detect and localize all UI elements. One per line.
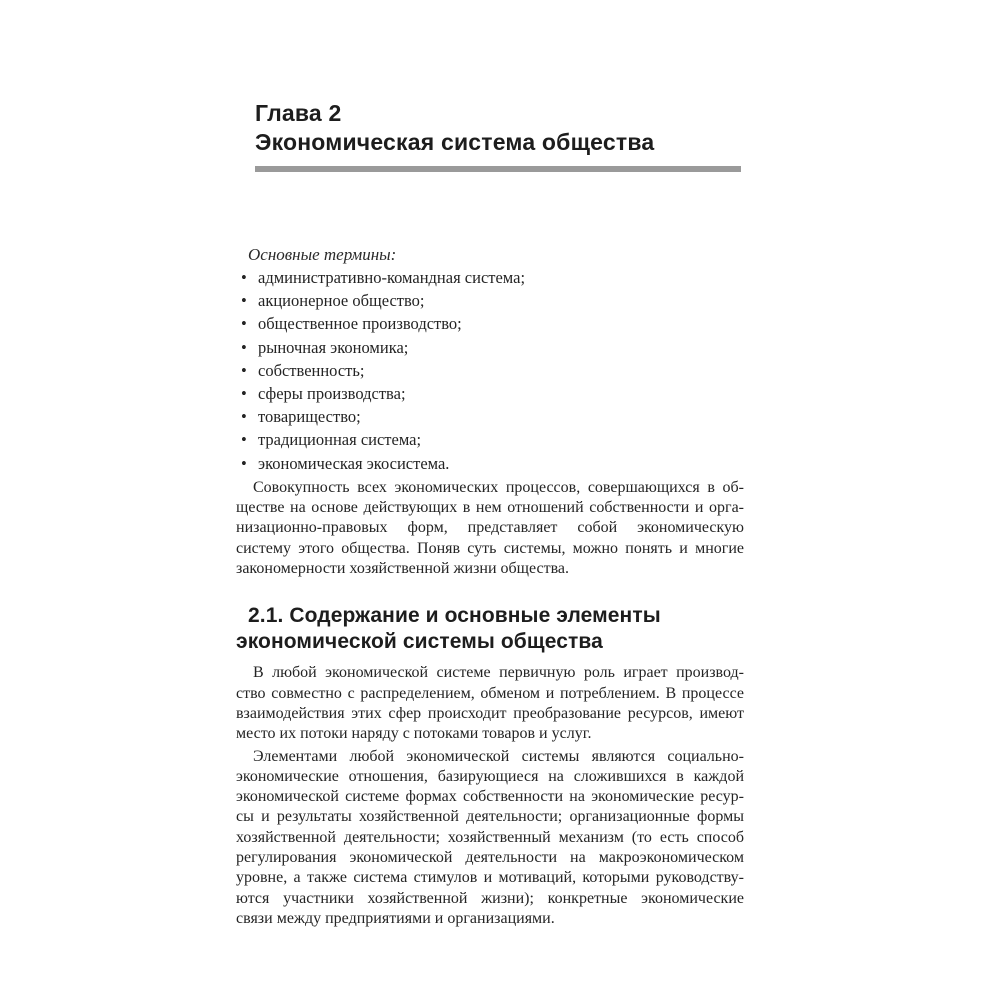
- section-heading-line-2: экономической системы общества: [236, 630, 603, 654]
- chapter-title-line-2: Экономическая система общества: [255, 129, 655, 155]
- bullet-icon: •: [241, 360, 247, 380]
- section-heading-line-1: 2.1. Содержание и основные элементы: [248, 604, 661, 628]
- paragraph-line: взаимодействия этих сфер происходит преобразование ресурсов, имеют: [236, 704, 744, 722]
- bullet-icon: •: [241, 384, 247, 404]
- paragraph-line: сы и результаты хозяйственной деятельности; организационные формы: [236, 808, 744, 826]
- bullet-icon: •: [241, 268, 247, 287]
- term-item: [236, 452, 744, 475]
- paragraph-line: Совокупность всех экономических процессов, совершающихся в об-: [253, 478, 744, 496]
- term-label: административно-командная система;: [258, 268, 526, 287]
- term-item: [236, 312, 744, 335]
- bullet-icon: •: [241, 453, 247, 473]
- term-label: собственность;: [258, 360, 365, 380]
- term-item: [236, 359, 744, 382]
- term-label: сферы производства;: [258, 384, 406, 404]
- text-column: [236, 99, 744, 929]
- paragraph-line: ются участники хозяйственной жизни); конкретные экономические: [236, 889, 744, 907]
- paragraph-line: регулирования экономической деятельности на макроэкономическом: [236, 848, 744, 866]
- chapter-rule-bar: [255, 166, 741, 172]
- body-paragraph: [236, 747, 744, 930]
- bullet-icon: •: [241, 314, 247, 334]
- intro-paragraph: [236, 478, 744, 579]
- paragraph-line: низационно-правовых форм, представляет собой экономическую: [236, 519, 744, 537]
- term-label: акционерное общество;: [258, 291, 425, 311]
- paragraph-line: систему этого общества. Поняв суть системы, можно понять и многие: [236, 539, 744, 557]
- paragraph-line: ство совместно с распределением, обменом и потреблением. В процессе: [236, 684, 744, 702]
- bullet-icon: •: [241, 407, 247, 427]
- terms-list: [236, 266, 744, 475]
- bullet-icon: •: [241, 291, 247, 311]
- term-item: [236, 428, 744, 451]
- paragraph-line: экономические отношения, базирующиеся на сложившихся в каждой: [236, 767, 744, 785]
- chapter-title-line-1: Глава 2: [255, 100, 342, 126]
- paragraph-line: хозяйственной деятельности; хозяйственный механизм (то есть способ: [236, 828, 744, 846]
- term-label: товарищество;: [258, 407, 361, 427]
- paragraph-line: уровне, а также система стимулов и мотиваций, которыми руководству-: [236, 869, 744, 887]
- paragraph-line: экономической системе формах собственности на экономические ресур-: [236, 788, 744, 806]
- term-item: [236, 266, 744, 289]
- paragraph-line: закономерности хозяйственной жизни общества.: [236, 560, 570, 578]
- term-item: [236, 336, 744, 359]
- chapter-title: [255, 99, 744, 157]
- paragraph-line: ществе на основе действующих в нем отношений собственности и орга-: [236, 499, 744, 517]
- term-label: общественное производство;: [258, 314, 462, 334]
- term-label: традиционная система;: [258, 430, 422, 450]
- bullet-icon: •: [241, 430, 247, 450]
- term-item: [236, 289, 744, 312]
- paragraph-line: В любой экономической системе первичную роль играет производ-: [253, 664, 744, 682]
- term-item: [236, 405, 744, 428]
- paragraph-line: место их потоки наряду с потоками товаров и услуг.: [236, 725, 592, 743]
- section-heading: [236, 603, 744, 655]
- term-item: [236, 382, 744, 405]
- term-label: экономическая экосистема.: [258, 453, 450, 473]
- term-label: рыночная экономика;: [258, 337, 409, 357]
- body-paragraph: [236, 663, 744, 744]
- paragraph-line: связи между предприятиями и организациями.: [236, 909, 555, 927]
- paragraph-line: Элементами любой экономической системы являются социально-: [253, 747, 744, 765]
- bullet-icon: •: [241, 337, 247, 357]
- terms-intro: Основные термины:: [248, 245, 397, 264]
